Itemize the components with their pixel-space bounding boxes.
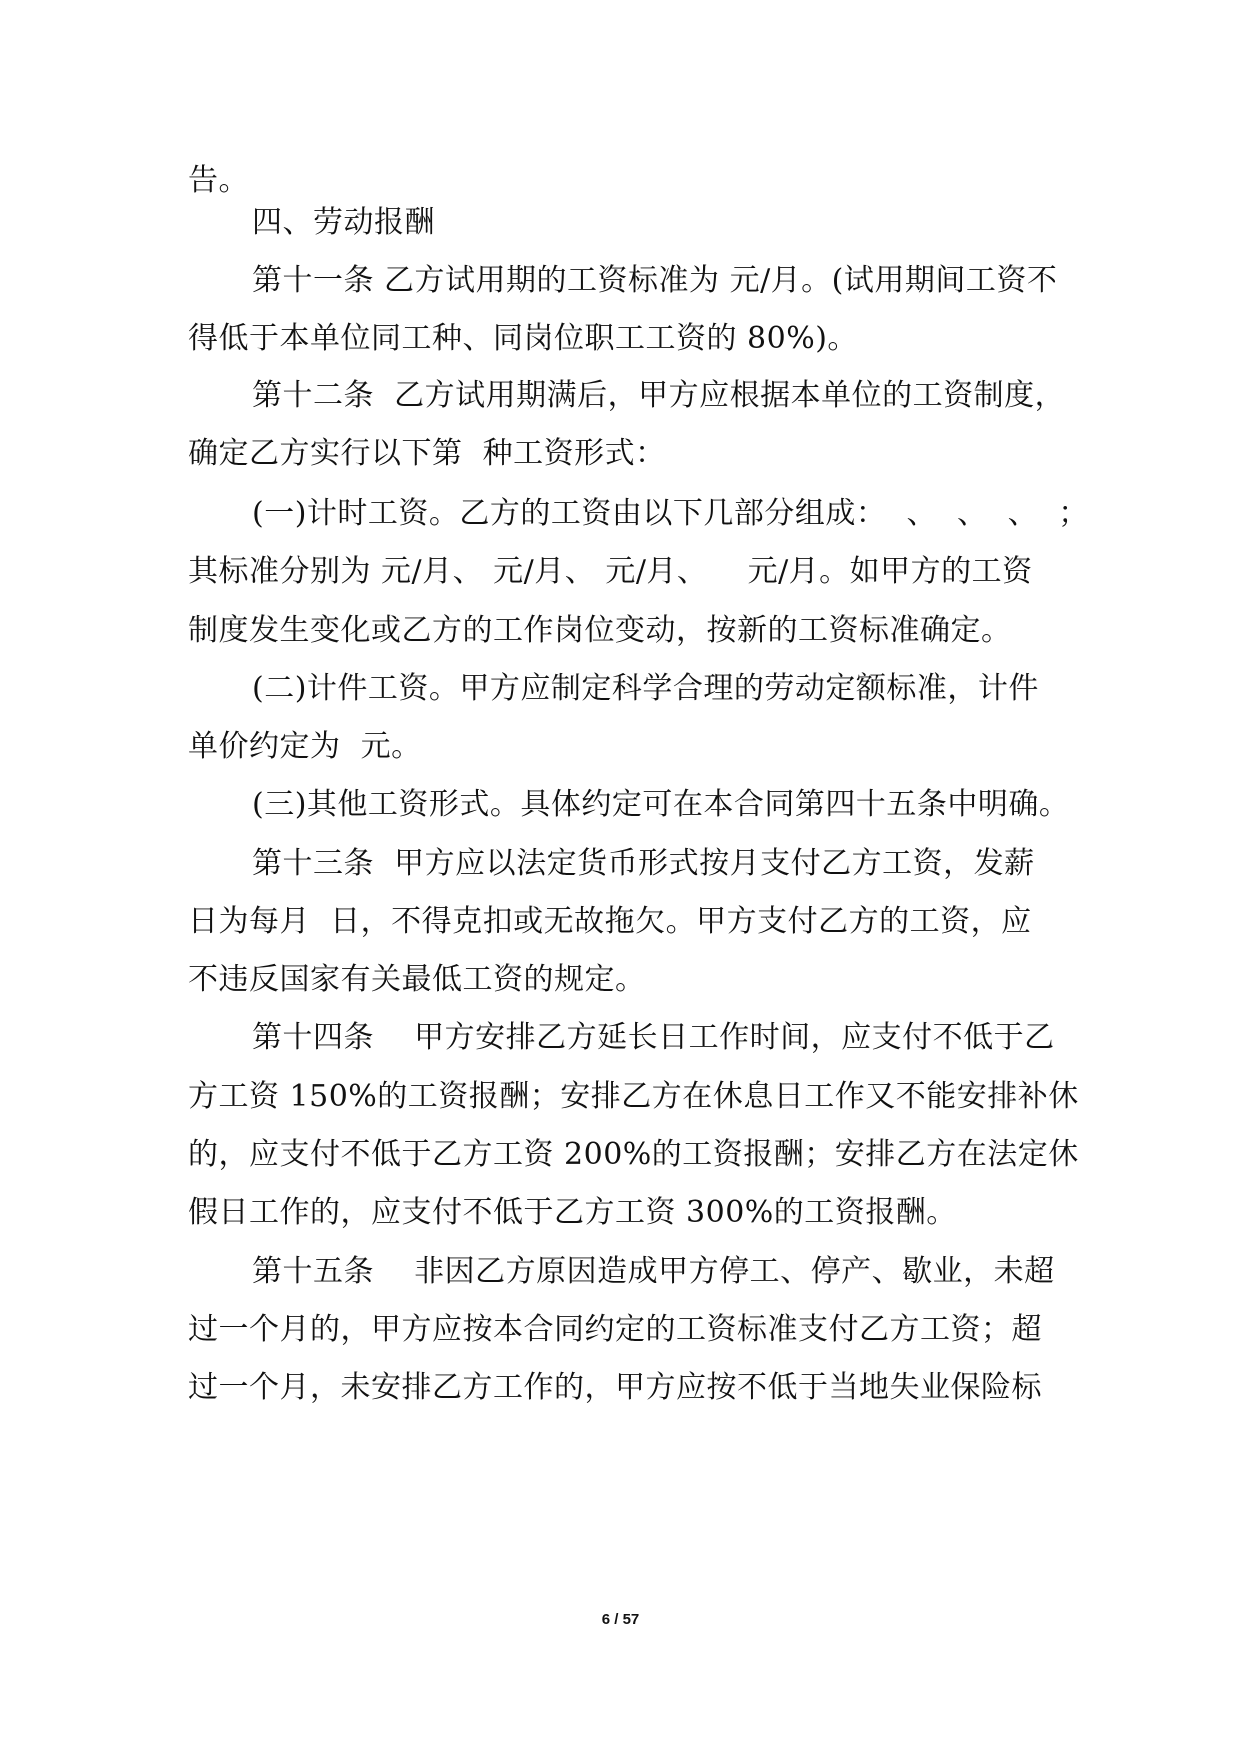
text-line: 方工资 150%的工资报酬；安排乙方在休息日工作又不能安排补休: [188, 1079, 1079, 1114]
text-line: 其标准分别为 元/月、 元/月、 元/月、 元/月。如甲方的工资: [188, 554, 1033, 589]
text-line: 过一个月的，甲方应按本合同约定的工资标准支付乙方工资；超: [188, 1312, 1042, 1347]
text-line: 得低于本单位同工种、同岗位职工工资的 80%)。: [188, 321, 858, 356]
text-line: 制度发生变化或乙方的工作岗位变动，按新的工资标准确定。: [188, 613, 1012, 648]
text-line: 假日工作的，应支付不低于乙方工资 300%的工资报酬。: [188, 1195, 957, 1230]
text-line: (三)其他工资形式。具体约定可在本合同第四十五条中明确。: [252, 787, 1070, 822]
text-line: 第十三条 甲方应以法定货币形式按月支付乙方工资，发薪: [252, 846, 1035, 881]
text-line: 告。: [188, 163, 249, 198]
text-line: 单价约定为 元。: [188, 729, 422, 764]
text-line: 确定乙方实行以下第 种工资形式：: [188, 436, 666, 471]
text-line: 的，应支付不低于乙方工资 200%的工资报酬；安排乙方在法定休: [188, 1137, 1079, 1172]
text-line: 过一个月，未安排乙方工作的，甲方应按不低于当地失业保险标: [188, 1370, 1042, 1405]
text-line: 不违反国家有关最低工资的规定。: [188, 962, 646, 997]
text-line: (一)计时工资。乙方的工资由以下几部分组成： 、 、 、 ；: [252, 496, 1089, 531]
text-line: 第十五条 非因乙方原因造成甲方停工、停产、歇业，未超: [252, 1254, 1055, 1289]
text-line: 第十四条 甲方安排乙方延长日工作时间，应支付不低于乙: [252, 1020, 1055, 1055]
section-heading: 四、劳动报酬: [252, 205, 435, 240]
page-number: 6 / 57: [601, 1611, 640, 1628]
text-line: 第十一条 乙方试用期的工资标准为 元/月。(试用期间工资不: [252, 263, 1058, 298]
text-line: (二)计件工资。甲方应制定科学合理的劳动定额标准，计件: [252, 671, 1039, 706]
text-line: 第十二条 乙方试用期满后，甲方应根据本单位的工资制度，: [252, 378, 1066, 413]
text-line: 日为每月 日，不得克扣或无故拖欠。甲方支付乙方的工资，应: [188, 904, 1032, 939]
